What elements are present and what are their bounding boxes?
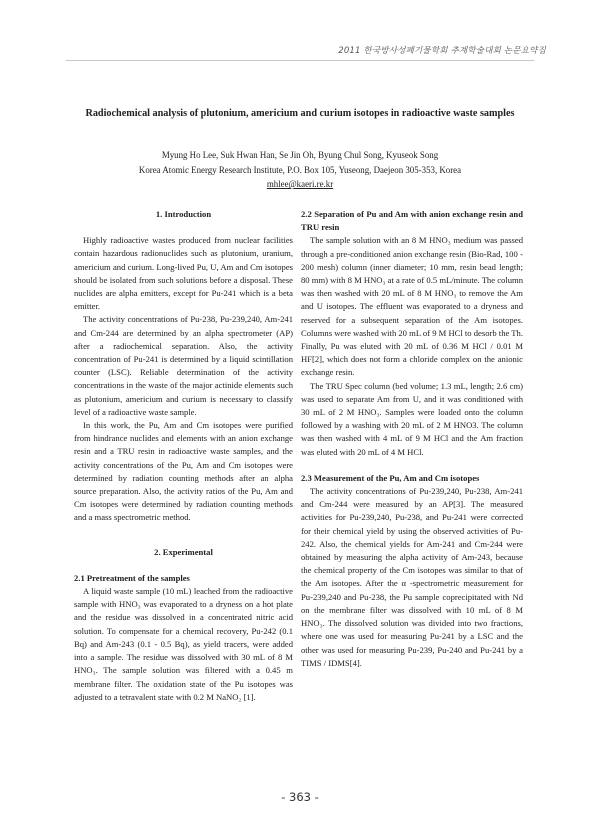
subsection-heading-2-1: 2.1 Pretreatment of the samples bbox=[74, 572, 190, 583]
header-rule bbox=[66, 60, 534, 61]
page-number: - 363 - bbox=[281, 790, 319, 804]
author-email[interactable]: mhlee@kaeri.re.kr bbox=[266, 179, 334, 190]
author-block bbox=[70, 148, 530, 192]
section-heading-experimental: 2. Experimental bbox=[154, 546, 213, 557]
subsection-heading-2-3: 2.3 Measurement of the Pu, Am and Cm isotopes bbox=[301, 472, 480, 483]
left-column bbox=[74, 208, 293, 704]
separation-paragraph-1: The sample solution with an 8 M HNO₃ medium was passed through a pre-conditioned anion exchange resin (Bio-Rad, 100 - 200 mesh) column (inner diameter; 10 mm, resin bead length; 80 mm) with 8 M HNO₃ at a rate of 0.5 mL/minute. The column was then washed with 20 mL of 8 M HNO₃ to remove the Am and U isotopes. The effluent was evaporated to a dryness and reserved for a subsequent separation of the Am isotopes. Columns were washed with 20 mL of 9 M HCl to desorb the Th. Finally, Pu was eluted with 20 mL of 0.36 M HCl / 0.01 M HF[2], which does not form a chloride complex on the anionic exchange resin. bbox=[301, 235, 523, 378]
separation-paragraph-2: The TRU Spec column (bed volume; 1.3 mL, length; 2.6 cm) was used to separate Am from U, and it was conditioned with 30 mL of 2 M HNO₃. Samples were loaded onto the column followed by a washing with 20 mL of 2 M HNO3. The column was then washed with 4 mL of 9 M HCl and the Am fraction was eluted with 20 mL of 4 M HCl. bbox=[301, 380, 523, 457]
measurement-paragraph: The activity concentrations of Pu-239,240, Pu-238, Am-241 and Cm-244 were measured by an AP[3]. The measured activities for Pu-239,240, Pu-238, and Pu-241 were corrected for their chemical yield by using the observed activities of Pu-242. Also, the chemical yields for Am-241 and Cm-244 were obtained by measuring the alpha activity of Am-243, because the chemical property of the Cm isotopes was similar to that of the Am isotopes. After the α -spectrometric measurement for Pu-239,240 and Pu-238, the Pu sample coprecipitated with Nd on the membrane filter was dissolved with 10 mL of 8 M HNO₃. The dissolved solution was divided into two fractions, where one was used for measuring Pu-241 by a LSC and the other was used for measuring Pu-239, Pu-240 and Pu-241 by a TIMS / IDMS[4]. bbox=[301, 486, 523, 668]
paper-title: Radiochemical analysis of plutonium, americium and curium isotopes in radioactive waste samples bbox=[85, 108, 515, 119]
right-column bbox=[301, 208, 523, 670]
subsection-heading-2-2: 2.2 Separation of Pu and Am with anion exchange resin and TRU resin bbox=[301, 209, 523, 233]
intro-paragraph-1: Highly radioactive wastes produced from nuclear facilities contain hazardous radionuclides such as plutonium, uranium, americium and curium. Long-lived Pu, U, Am and Cm isotopes should be isolated from such solutions before a disposal. These nuclides are alpha emitters, except for Pu-241 which is a beta emitter. bbox=[74, 235, 293, 312]
affiliation: Korea Atomic Energy Research Institute, P.O. Box 105, Yuseong, Daejeon 305-353, Korea bbox=[138, 164, 462, 175]
intro-paragraph-2: The activity concentrations of Pu-238, Pu-239,240, Am-241 and Cm-244 are determined by an alpha spectrometer (AP) after a radiochemical separation. Also, the activity concentration of Pu-241 is determined by a liquid scintillation counter (LSC). Reliable determination of the activity concentrations in the waste of the major actinide elements such as plutonium, americium and curium is necessary to classify level of a radioactive waste sample. bbox=[74, 314, 293, 417]
intro-paragraph-3: In this work, the Pu, Am and Cm isotopes were purified from hindrance nuclides and elements with an anion exchange resin and a TRU resin in radioactive waste samples, and the activity concentrations of the Pu, Am and Cm isotopes were determined by radiation counting methods after an alpha source preparation. Also, the activity ratios of the Pu, Am and Cm isotopes were determined by radiation counting methods and a mass spectrometric method. bbox=[74, 420, 293, 523]
author-list: Myung Ho Lee, Suk Hwan Han, Se Jin Oh, Byung Chul Song, Kyuseok Song bbox=[161, 150, 439, 160]
conference-header: 2011 한국방사성폐기물학회 추계학술대회 논문요약집 bbox=[338, 46, 546, 56]
section-heading-introduction: 1. Introduction bbox=[155, 209, 212, 219]
pretreatment-paragraph: A liquid waste sample (10 mL) leached from the radioactive sample with HNO₃ was evaporated to a dryness on a hot plate and the residue was dissolved in a concentrated nitric acid solution. To compensate for a chemical recovery, Pu-242 (0.1 Bq) and Am-243 (0.1 - 0.5 Bq), as yield tracers, were added into a sample. The residue was dissolved with 30 mL of 8 M HNO₃. The sample solution was filtered with a 0.45 m membrane filter. The oxidation state of the Pu isotopes was adjusted to a tetravalent state with 0.2 M NaNO₂ [1]. bbox=[74, 586, 293, 702]
